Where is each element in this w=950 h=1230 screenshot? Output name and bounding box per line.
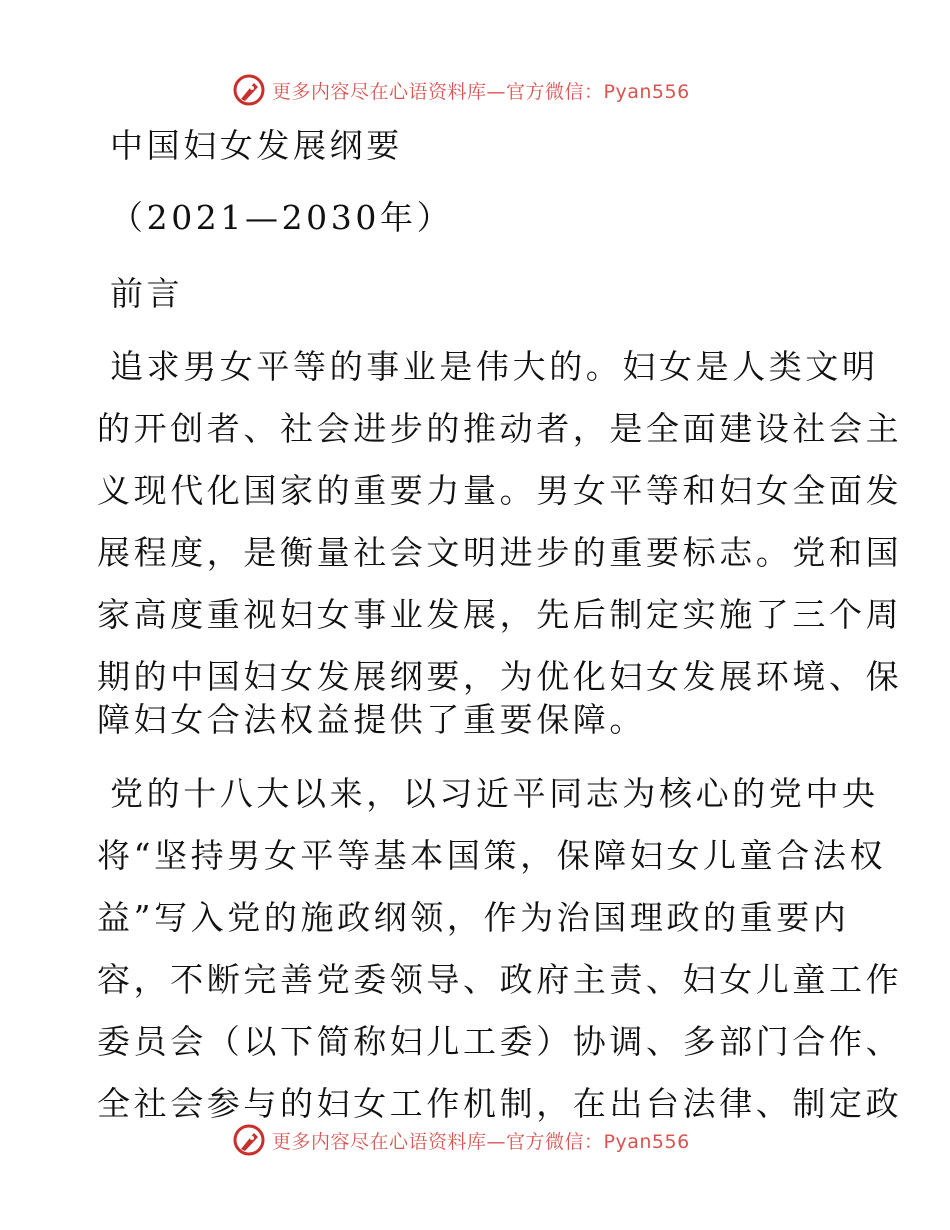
document-title: 中国妇女发展纲要 (110, 126, 403, 165)
watermark-text: 更多内容尽在心语资料库—官方微信：Pyan556 (272, 80, 690, 103)
pen-nib-circle-logo-icon (232, 1123, 266, 1157)
watermark-text: 更多内容尽在心语资料库—官方微信：Pyan556 (272, 1130, 690, 1153)
paragraph-line: 追求男女平等的事业是伟大的。妇女是人类文明 (110, 347, 879, 386)
footer-watermark (232, 1122, 690, 1158)
paragraph-line: 容，不断完善党委领导、政府主责、妇女儿童工作 (97, 960, 903, 999)
paragraph-line: 委员会（以下简称妇儿工委）协调、多部门合作、 (97, 1022, 903, 1061)
paragraph-line: 家高度重视妇女事业发展，先后制定实施了三个周 (97, 595, 903, 634)
paragraph-line: 党的十八大以来，以习近平同志为核心的党中央 (110, 774, 879, 813)
header-watermark (232, 72, 690, 108)
paragraph-line: 障妇女合法权益提供了重要保障。 (97, 700, 646, 739)
paragraph-line: 全社会参与的妇女工作机制，在出台法律、制定政 (97, 1084, 903, 1123)
paragraph-line: 展程度，是衡量社会文明进步的重要标志。党和国 (97, 533, 903, 572)
paragraph-line: 义现代化国家的重要力量。男女平等和妇女全面发 (97, 471, 903, 510)
paragraph-line: 期的中国妇女发展纲要，为优化妇女发展环境、保 (97, 657, 903, 696)
section-heading: 前言 (110, 274, 184, 313)
document-subtitle: （2021—2030年） (110, 198, 454, 237)
paragraph-line: 益”写入党的施政纲领，作为治国理政的重要内 (97, 898, 850, 937)
pen-nib-circle-logo-icon (232, 73, 266, 107)
paragraph-line: 将“坚持男女平等基本国策，保障妇女儿童合法权 (97, 836, 887, 875)
paragraph-line: 的开创者、社会进步的推动者，是全面建设社会主 (97, 409, 903, 448)
